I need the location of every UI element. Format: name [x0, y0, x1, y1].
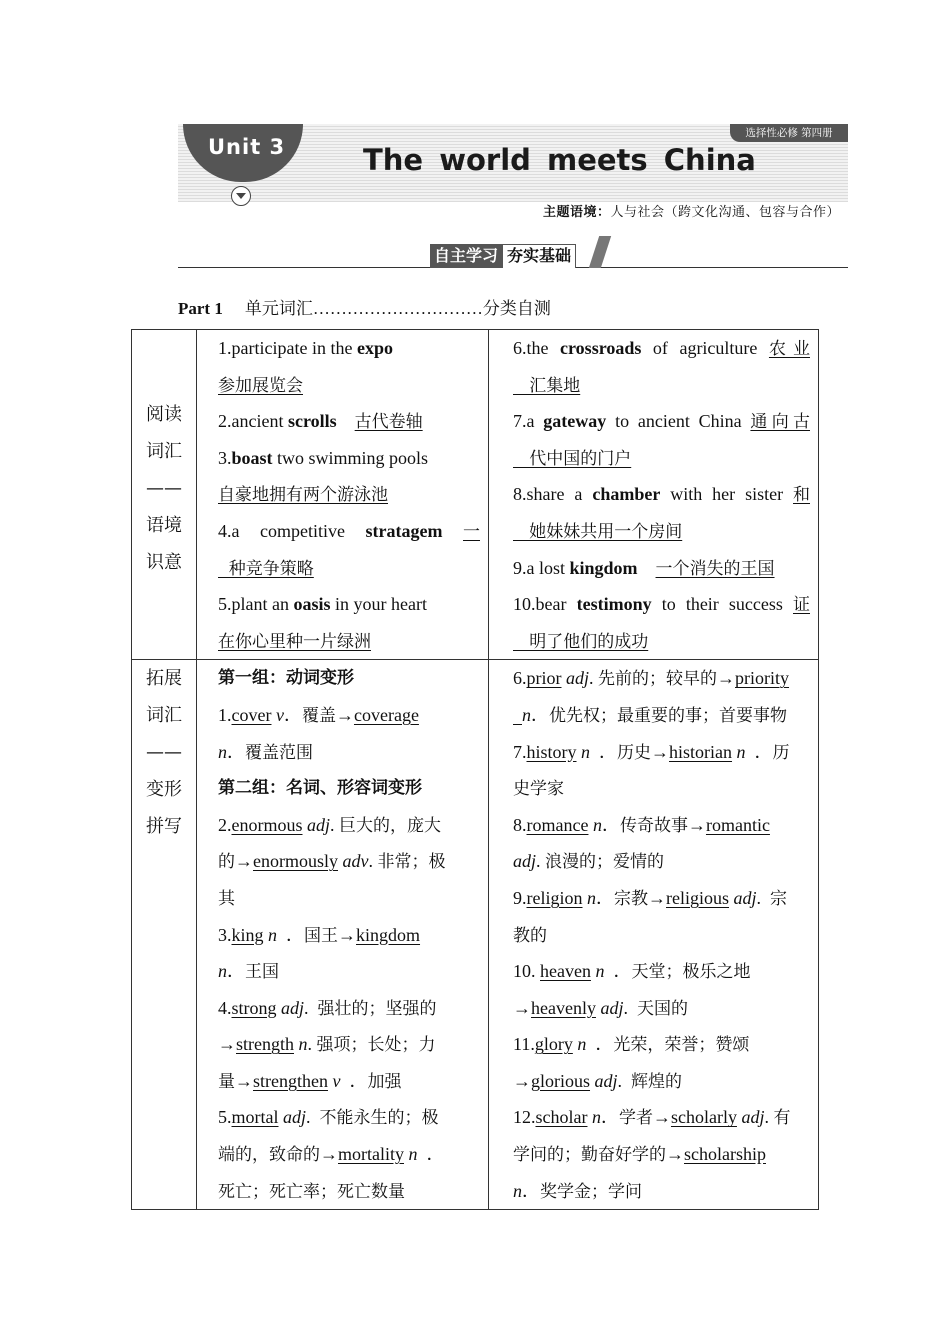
section-tail-decoration — [589, 236, 611, 268]
category-text: 识意 — [146, 552, 182, 573]
list-item: 8.romance n．传奇故事→romantic — [513, 814, 770, 836]
list-item: 5.mortal adj. 不能永生的；极 — [218, 1107, 439, 1129]
list-item: 她妹妹共用一个房间 — [513, 521, 683, 542]
category-text: 拓展 — [146, 668, 182, 690]
category-reading — [132, 330, 197, 660]
list-item: 端的，致命的→mortality n ． — [218, 1144, 445, 1166]
list-item: 代中国的门户 — [513, 448, 632, 469]
book-tag: 选择性必修 第四册 — [730, 124, 848, 142]
list-item: 种竞争策略 — [218, 558, 314, 579]
theme-context — [543, 201, 840, 220]
list-item: adj. 浪漫的；爱情的 — [513, 851, 665, 873]
list-item: 5.plant an oasis in your heart — [218, 594, 427, 615]
list-item: n．覆盖范围 — [218, 741, 313, 763]
list-item: 6.the crossroads of agriculture 农业 — [513, 338, 810, 359]
category-text: —— — [146, 478, 182, 499]
part-dots: ………………………… — [312, 299, 483, 318]
list-item: →strength n. 强项；长处；力 — [218, 1034, 436, 1056]
list-item: 3.king n ．国王→kingdom — [218, 924, 421, 946]
list-item: 明了他们的成功 — [513, 631, 649, 652]
list-item: 1.participate in the expo — [218, 338, 393, 358]
list-item: 学问的；勤奋好学的→scholarship — [513, 1144, 766, 1166]
expand-col-left — [197, 660, 489, 1210]
list-item: n．王国 — [218, 961, 279, 983]
reading-col-right — [489, 330, 819, 660]
expand-col-right — [489, 660, 819, 1210]
list-item: 参加展览会 — [218, 375, 303, 396]
category-text: 拼写 — [146, 816, 182, 838]
reading-col-left — [197, 330, 489, 660]
list-item: 9.religion n．宗教→religious adj. 宗 — [513, 887, 788, 909]
list-item: 量→strengthen v ．加强 — [218, 1070, 402, 1092]
list-item: 在你心里种一片绿洲 — [218, 631, 371, 652]
list-item: 1.cover v．覆盖→coverage — [218, 704, 419, 726]
part-subtitle: 分类自测 — [482, 299, 551, 319]
page-title: The world meets China — [363, 143, 756, 177]
section-tab-foundation: 夯实基础 — [502, 244, 576, 268]
list-item: →glorious adj. 辉煌的 — [513, 1070, 683, 1092]
section-header — [430, 244, 576, 268]
list-item: 10. heaven n ．天堂；极乐之地 — [513, 961, 751, 983]
list-item: 4.strong adj. 强壮的；坚强的 — [218, 997, 437, 1019]
list-item: 3.boast two swimming pools — [218, 447, 429, 468]
list-item: 自豪地拥有两个游泳池 — [218, 485, 388, 506]
category-text: 变形 — [146, 779, 182, 801]
list-item: 9.a lost kingdom 一个消失的王国 — [513, 557, 775, 579]
category-text: —— — [146, 742, 182, 764]
list-item: 教的 — [513, 925, 547, 946]
table-row — [132, 330, 819, 660]
list-item: 的→enormously adv. 非常；极 — [218, 851, 446, 873]
list-item: →heavenly adj. 天国的 — [513, 997, 688, 1019]
list-item: 7.history n ．历史→historian n ．历 — [513, 741, 790, 763]
list-item: 2.ancient scrolls 古代卷轴 — [218, 411, 423, 433]
part-title: 单元词汇 — [244, 299, 313, 319]
vocab-table — [131, 329, 819, 1210]
list-item: 6.prior adj. 先前的；较早的→priority — [513, 668, 790, 690]
list-item: n．优先权；最重要的事；首要事物 — [522, 704, 787, 726]
part-heading — [178, 294, 551, 319]
theme-label: 主题语境： — [543, 205, 611, 220]
list-item: 7.a gateway to ancient China 通向古 — [513, 411, 810, 433]
list-item: 2.enormous adj. 巨大的，庞大 — [218, 814, 442, 836]
category-text: 阅读 — [146, 404, 182, 425]
category-expand — [132, 660, 197, 1210]
list-item: 8.share a chamber with her sister 和 — [513, 484, 810, 506]
section-tab-self-study: 自主学习 — [430, 244, 502, 268]
table-row — [132, 660, 819, 1210]
list-item: 史学家 — [513, 779, 564, 800]
part-label: Part 1 — [178, 299, 223, 318]
list-item: 汇集地 — [513, 375, 581, 396]
category-text: 语境 — [146, 515, 182, 536]
theme-text: 人与社会（跨文化沟通、包容与合作） — [610, 205, 841, 220]
list-item: 其 — [218, 888, 235, 909]
list-item: 10.bear testimony to their success 证 — [513, 594, 810, 616]
list-item: 4.a competitive stratagem 一 — [218, 520, 480, 542]
unit-label: Unit 3 — [208, 135, 286, 159]
category-text: 词汇 — [146, 705, 182, 727]
list-item: 死亡；死亡率；死亡数量 — [218, 1181, 405, 1202]
list-item: 11.glory n ．光荣，荣誉；赞颂 — [513, 1034, 750, 1056]
list-item: 12.scholar n．学者→scholarly adj. 有 — [513, 1107, 791, 1129]
group-title: 第一组：动词变形 — [218, 668, 354, 689]
group-title: 第二组：名词、形容词变形 — [218, 778, 422, 799]
list-item: n．奖学金；学问 — [513, 1180, 642, 1202]
chevron-down-icon — [231, 186, 251, 206]
category-text: 词汇 — [146, 441, 182, 462]
